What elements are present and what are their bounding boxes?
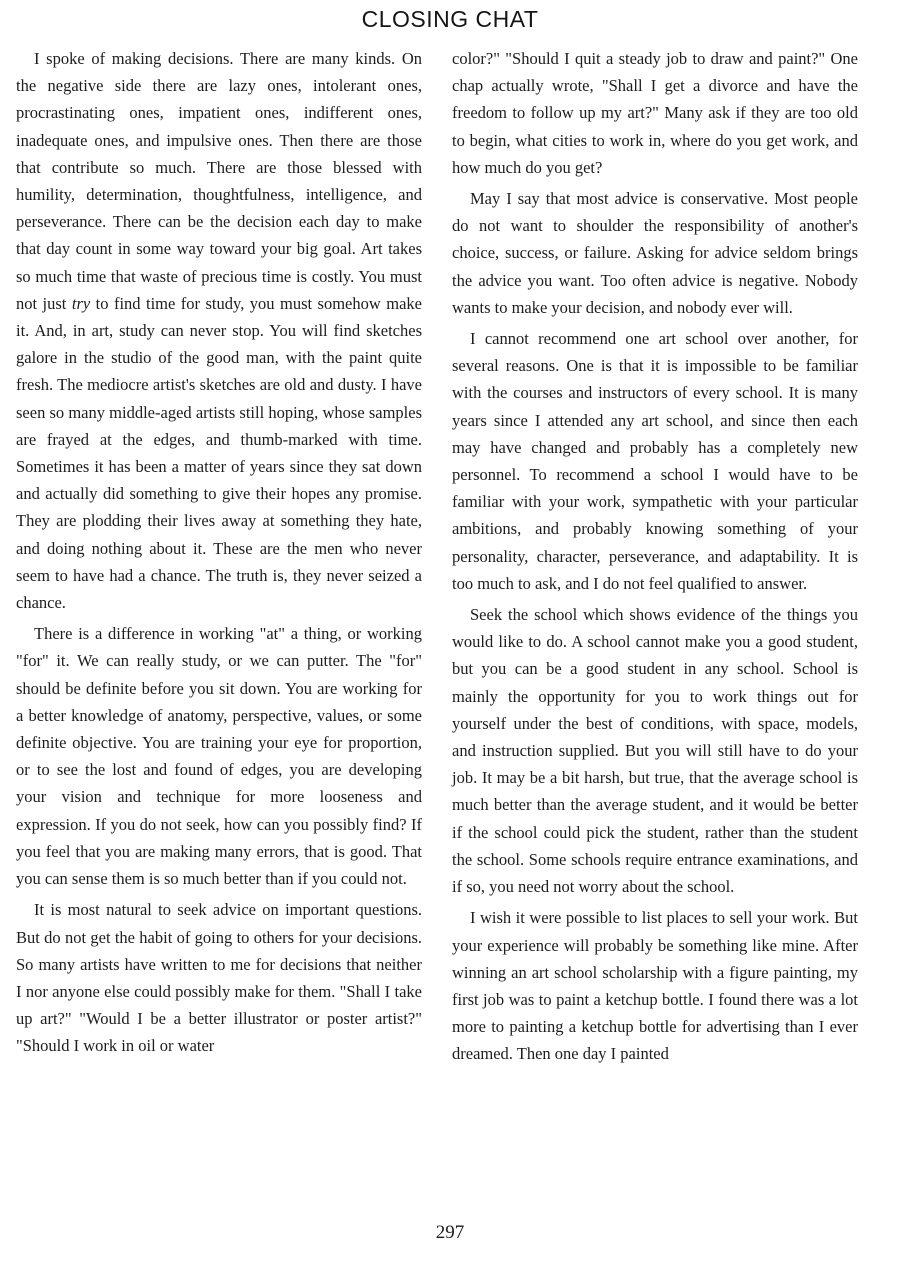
paragraph-decisions	[16, 45, 422, 616]
paragraph-working-for: There is a difference in working "at" a thing, or working "for" it. We can really study, or we can putter. The "for" should be definite before you sit down. You are working for a better knowledge of anatomy, perspective, values, or some definite objective. You are training your eye for proportion, or to see the lost and found of edges, you are developing your vision and technique for more looseness and expression. If you do not seek, how can you possibly find? If you feel that you are making many errors, that is good. That you can sense them is so much better than if you could not.	[16, 624, 422, 889]
paragraph-text: to find time for study, you must somehow make it. And, in art, study can never stop. You will find sketches galore in the studio of the good man, with the paint quite fresh. The mediocre artist's sketches are old and dusty. I have seen so many middle-aged artists still hoping, whose samples are frayed at the edges, and thumb-marked with time. Sometimes it has been a matter of years since they sat down and actually did something to give their hopes any promise. They are plodding their lives away at something they hate, and doing nothing about it. These are the men who never seem to have had a chance. The truth is, they never seized a chance.	[16, 293, 422, 613]
left-column	[16, 45, 422, 1064]
page-number: 297	[435, 1222, 465, 1243]
paragraph-advice-conservative: May I say that most advice is conservative. Most people do not want to shoulder the responsibility of another's choice, success, or failure. Asking for advice seldom brings the advice you want. Too often advice is negative. Nobody wants to make your decision, and nobody ever will.	[452, 189, 858, 317]
emphasized-word: try	[71, 293, 91, 313]
paragraph-seek-school: Seek the school which shows evidence of the things you would like to do. A school cannot make you a good student, but you can be a good student in any school. School is mainly the opportunity for you to work things out for yourself under the best of conditions, with space, models, and instruction supplied. But you will still have to do your job. It may be a bit harsh, but true, that the average school is much better than the average student, and it would be better if the school could pick the student, rather than the student the school. Some schools require entrance examinations, and if so, you need not worry about the school.	[452, 605, 858, 897]
paragraph-seek-advice: It is most natural to seek advice on important questions. But do not get the habit of going to others for your decisions. So many artists have written to me for decisions that neither I nor anyone else could possibly make for them. "Shall I take up art?" "Would I be a better illustrator or poster artist?" "Should I work in oil or water	[16, 900, 422, 1056]
right-column	[452, 45, 858, 1072]
paragraph-sell-work: I wish it were possible to list places to sell your work. But your experience will probably be something like mine. After winning an art school scholarship with a figure painting, my first job was to paint a ketchup bottle. I found there was a lot more to painting a ketchup bottle for advertising than I ever dreamed. Then one day I painted	[452, 908, 858, 1064]
paragraph-continuation: color?" "Should I quit a steady job to draw and paint?" One chap actually wrote, "Shall I get a divorce and have the freedom to follow up my art?" Many ask if they are too old to begin, what cities to work in, where do you get work, and how much do you get?	[452, 49, 858, 177]
paragraph-text: I spoke of making decisions. There are many kinds. On the negative side there are lazy ones, intolerant ones, procrastinating ones, impatient ones, indifferent ones, inadequate ones, and impulsive ones. Then there are those that contribute so much. There are those blessed with humility, determination, thoughtfulness, intelligence, and perseverance. There can be the decision each day to make that day count in some way toward your big goal. Art takes so much time that waste of precious time is costly. You must not just	[16, 49, 422, 313]
running-head: CLOSING CHAT	[361, 6, 539, 32]
paragraph-art-school: I cannot recommend one art school over another, for several reasons. One is that it is impossible to be familiar with the courses and instructors of every school. It is many years since I attended any art school, and since then each may have changed and probably has a completely new personnel. To recommend a school I would have to be familiar with your work, sympathetic with your particular ambitions, and probably knowing something of your personality, character, perseverance, and adaptability. It is too much to ask, and I do not feel qualified to answer.	[452, 329, 858, 593]
